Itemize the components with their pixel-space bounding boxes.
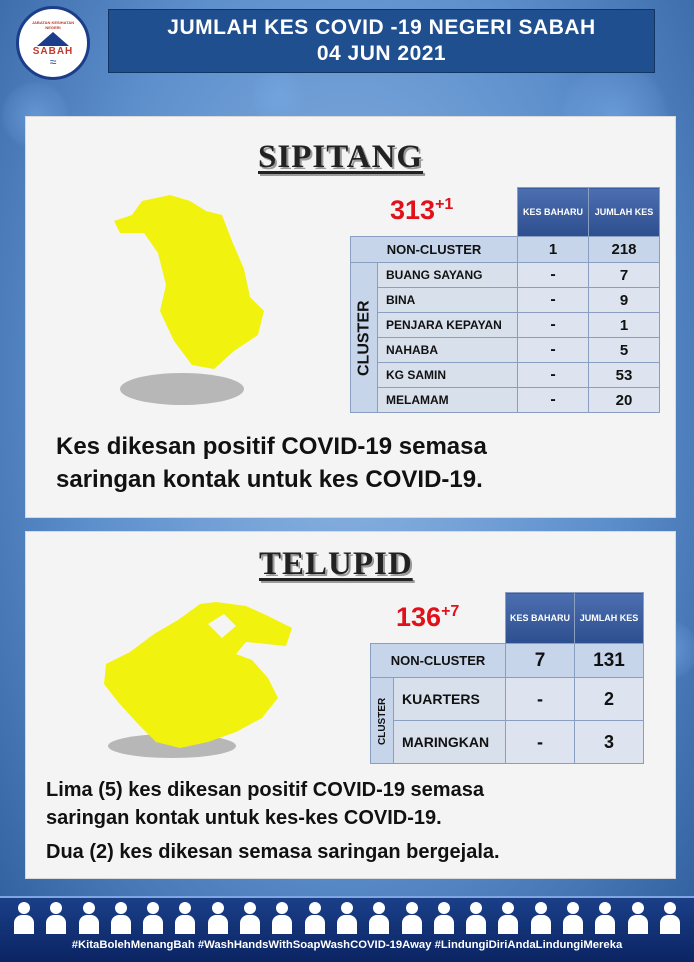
case-note: [56, 430, 487, 496]
cluster-total: 2: [575, 678, 644, 721]
cluster-total: 53: [589, 363, 660, 388]
cluster-name: NAHABA: [378, 338, 518, 363]
person-icon: [402, 902, 422, 934]
cases-table: [350, 187, 660, 413]
total-cases: $313^{+1}$: [390, 195, 454, 225]
person-icon: [111, 902, 131, 934]
note-line: Lima (5) kes dikesan positif COVID-19 semasa: [46, 779, 484, 801]
person-icon: [240, 902, 260, 934]
new-cases-superscript: +1: [435, 196, 454, 213]
cluster-label: CLUSTER: [371, 678, 394, 764]
sabah-health-logo: [16, 6, 90, 80]
district-title: SIPITANG: [258, 139, 424, 175]
person-icon: [434, 902, 454, 934]
person-icon: [628, 902, 648, 934]
note-line: saringan kontak untuk kes COVID-19.: [56, 466, 483, 493]
cluster-new: -: [518, 388, 589, 413]
non-cluster-label: NON-CLUSTER: [351, 237, 518, 263]
non-cluster-new: 7: [506, 644, 575, 678]
cluster-new: -: [518, 363, 589, 388]
cluster-label: CLUSTER: [351, 263, 378, 413]
person-icon: [305, 902, 325, 934]
new-cases-superscript: +7: [441, 603, 460, 620]
person-icon: [660, 902, 680, 934]
cluster-total: 3: [575, 721, 644, 764]
logo-name: SABAH: [32, 45, 74, 57]
person-icon: [208, 902, 228, 934]
person-icon: [14, 902, 34, 934]
cluster-total: 1: [589, 313, 660, 338]
person-icon: [143, 902, 163, 934]
cluster-name: BUANG SAYANG: [378, 263, 518, 288]
district-title: TELUPID: [259, 546, 413, 582]
case-note: [46, 776, 500, 866]
person-icon: [466, 902, 486, 934]
person-icon: [563, 902, 583, 934]
mountain-icon: [37, 32, 69, 46]
person-icon: [531, 902, 551, 934]
person-icon: [272, 902, 292, 934]
col-header-total: JUMLAH KES: [589, 188, 660, 237]
cluster-new: -: [506, 721, 575, 764]
cluster-name: KG SAMIN: [378, 363, 518, 388]
cluster-new: -: [518, 338, 589, 363]
person-icon: [175, 902, 195, 934]
col-header-total: JUMLAH KES: [575, 593, 644, 644]
note-line: saringan kontak untuk kes-kes COVID-19.: [46, 807, 442, 829]
person-icon: [46, 902, 66, 934]
cluster-new: -: [518, 288, 589, 313]
non-cluster-total: 131: [575, 644, 644, 678]
sipitang-map: [110, 193, 270, 413]
cluster-name: BINA: [378, 288, 518, 313]
cluster-new: -: [518, 263, 589, 288]
col-header-new: KES BAHARU: [506, 593, 575, 644]
cluster-name: KUARTERS: [394, 678, 506, 721]
swirl-icon: ≈: [49, 54, 57, 69]
virus-decoration: [250, 68, 306, 124]
cluster-new: -: [518, 313, 589, 338]
cluster-name: MELAMAM: [378, 388, 518, 413]
person-icon: [498, 902, 518, 934]
person-icon: [595, 902, 615, 934]
note-line: Kes dikesan positif COVID-19 semasa: [56, 433, 487, 460]
hashtags: #KitaBolehMenangBah #WashHandsWithSoapWashCOVID-19Away #LindungiDiriAndaLindungiMereka: [71, 939, 623, 951]
cluster-total: 20: [589, 388, 660, 413]
sipitang-panel: [26, 117, 675, 517]
cluster-new: -: [506, 678, 575, 721]
person-icon: [369, 902, 389, 934]
page-title: JUMLAH KES COVID -19 NEGERI SABAH: [167, 16, 596, 39]
page-date: 04 JUN 2021: [316, 42, 447, 65]
page-header: [108, 9, 655, 73]
non-cluster-new: 1: [518, 237, 589, 263]
cluster-total: 5: [589, 338, 660, 363]
non-cluster-label: NON-CLUSTER: [371, 644, 506, 678]
footer-banner: [0, 896, 694, 962]
cluster-name: PENJARA KEPAYAN: [378, 313, 518, 338]
cluster-name: MARINGKAN: [394, 721, 506, 764]
note-line: Dua (2) kes dikesan semasa saringan bergejala.: [46, 841, 500, 863]
non-cluster-total: 218: [589, 237, 660, 263]
cases-table: [370, 592, 644, 764]
frontliner-icons: [14, 902, 680, 936]
total-cases: $136^{+7}$: [396, 602, 460, 632]
person-icon: [79, 902, 99, 934]
telupid-panel: [26, 532, 675, 878]
person-icon: [337, 902, 357, 934]
cluster-total: 9: [589, 288, 660, 313]
telupid-map: [96, 598, 306, 768]
logo-small-text: JABATAN KESIHATAN NEGERI: [31, 19, 75, 30]
col-header-new: KES BAHARU: [518, 188, 589, 237]
cluster-total: 7: [589, 263, 660, 288]
